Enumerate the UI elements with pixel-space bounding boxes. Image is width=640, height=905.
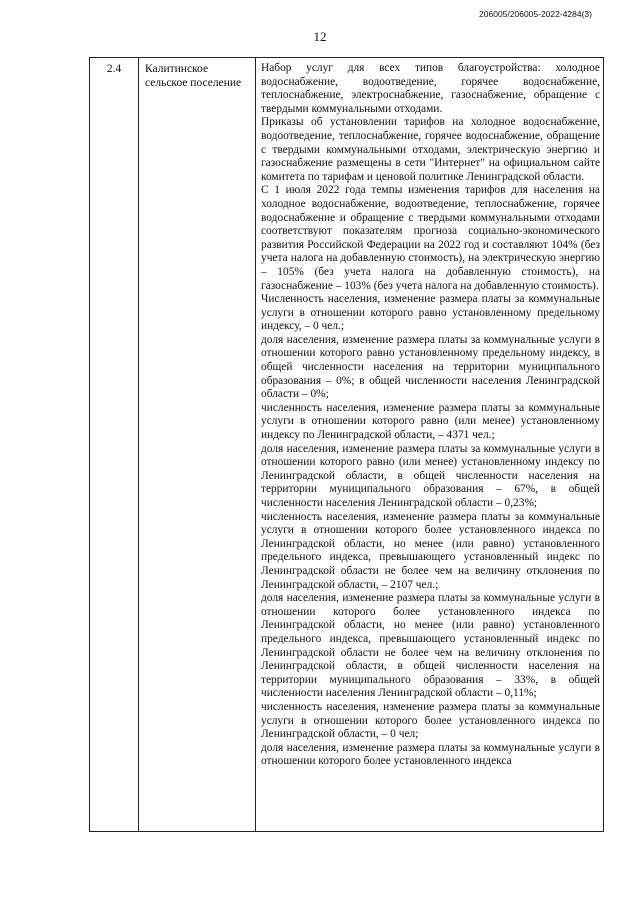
paragraph: Набор услуг для всех типов благоустройства: холодное водоснабжение, водоотведение, горячее водоснабжение, теплоснабжение, электроснабжение, газоснабжение, обращение с твердыми коммунальными отходами. bbox=[261, 62, 600, 115]
paragraph: доля населения, изменение размера платы за коммунальные услуги в отношении которого равно (или менее) установленному индексу по Ленинградской области, в общей численности населения на территории муниципального образования – 67%, в общей численности населения Ленинградской области – 0,23%; bbox=[261, 442, 600, 509]
page-number: 12 bbox=[313, 29, 327, 44]
row-number-cell bbox=[90, 58, 139, 831]
paragraph: доля населения, изменение размера платы за коммунальные услуги в отношении которого более установленного индекса по Ленинградской области, но менее (или равно) установленного предельного индекса, превышающего установленный индекс по Ленинградской области не более чем на величину отклонения по Ленинградской области, в общей численности населения на территории муниципального образования – 33%, в общей численности населения Ленинградской области – 0,11%; bbox=[261, 592, 600, 700]
paragraph: Приказы об установлении тарифов на холодное водоснабжение, водоотведение, теплоснабжение, горячее водоснабжение, обращение с твердыми коммунальными отходами, электрическую энергию и газоснабжение размещены в сети "Интернет" на официальном сайте комитета по тарифам и ценовой политике Ленинградской области. bbox=[261, 116, 600, 183]
paragraph: Численность населения, изменение размера платы за коммунальные услуги в отношении которого равно установленному предельному индексу, – 0 чел.; bbox=[261, 293, 600, 333]
settlement-name: Калитинское сельское поселение bbox=[145, 63, 242, 90]
data-table bbox=[89, 57, 604, 832]
paragraph: С 1 июля 2022 года темпы изменения тарифов для населения на холодное водоснабжение, водоотведение, теплоснабжение, горячее водоснабжение и обращение с твердыми коммунальными отходами соответствуют показателям прогноза социально-экономического развития Российской Федерации на 2022 год и составляют 104% (без учета налога на добавленную стоимость), на электрическую энергию – 105% (без учета налога на добавленную стоимость), на газоснабжение – 103% (без учета налога на добавленную стоимость). bbox=[261, 184, 600, 292]
paragraph: доля населения, изменение размера платы за коммунальные услуги в отношении которого более установленного индекса bbox=[261, 741, 600, 768]
row-number: 2.4 bbox=[106, 63, 122, 75]
paragraph: численность населения, изменение размера платы за коммунальные услуги в отношении которого более установленного индекса по Ленинградской области, но менее (или равно) установленного предельного индекса, превышающего установленный индекс по Ленинградской области не более чем на величину отклонения по Ленинградской области, – 2107 чел.; bbox=[261, 510, 600, 591]
paragraph: доля населения, изменение размера платы за коммунальные услуги в отношении которого равно установленному предельному индексу, в общей численности населения на территории муниципального образования – 0%; в общей численности населения Ленинградской области – 0%; bbox=[261, 333, 600, 401]
paragraph: численность населения, изменение размера платы за коммунальные услуги в отношении которого равно (или менее) установленному индексу по Ленинградской области, – 4371 чел.; bbox=[261, 401, 600, 442]
settlement-name-cell bbox=[139, 58, 256, 831]
document-id: 206005/206005-2022-4284(3) bbox=[479, 9, 592, 19]
paragraph: численность населения, изменение размера платы за коммунальные услуги в отношении которого более установленного индекса по Ленинградской области, – 0 чел; bbox=[261, 700, 600, 741]
description-cell bbox=[256, 58, 603, 831]
